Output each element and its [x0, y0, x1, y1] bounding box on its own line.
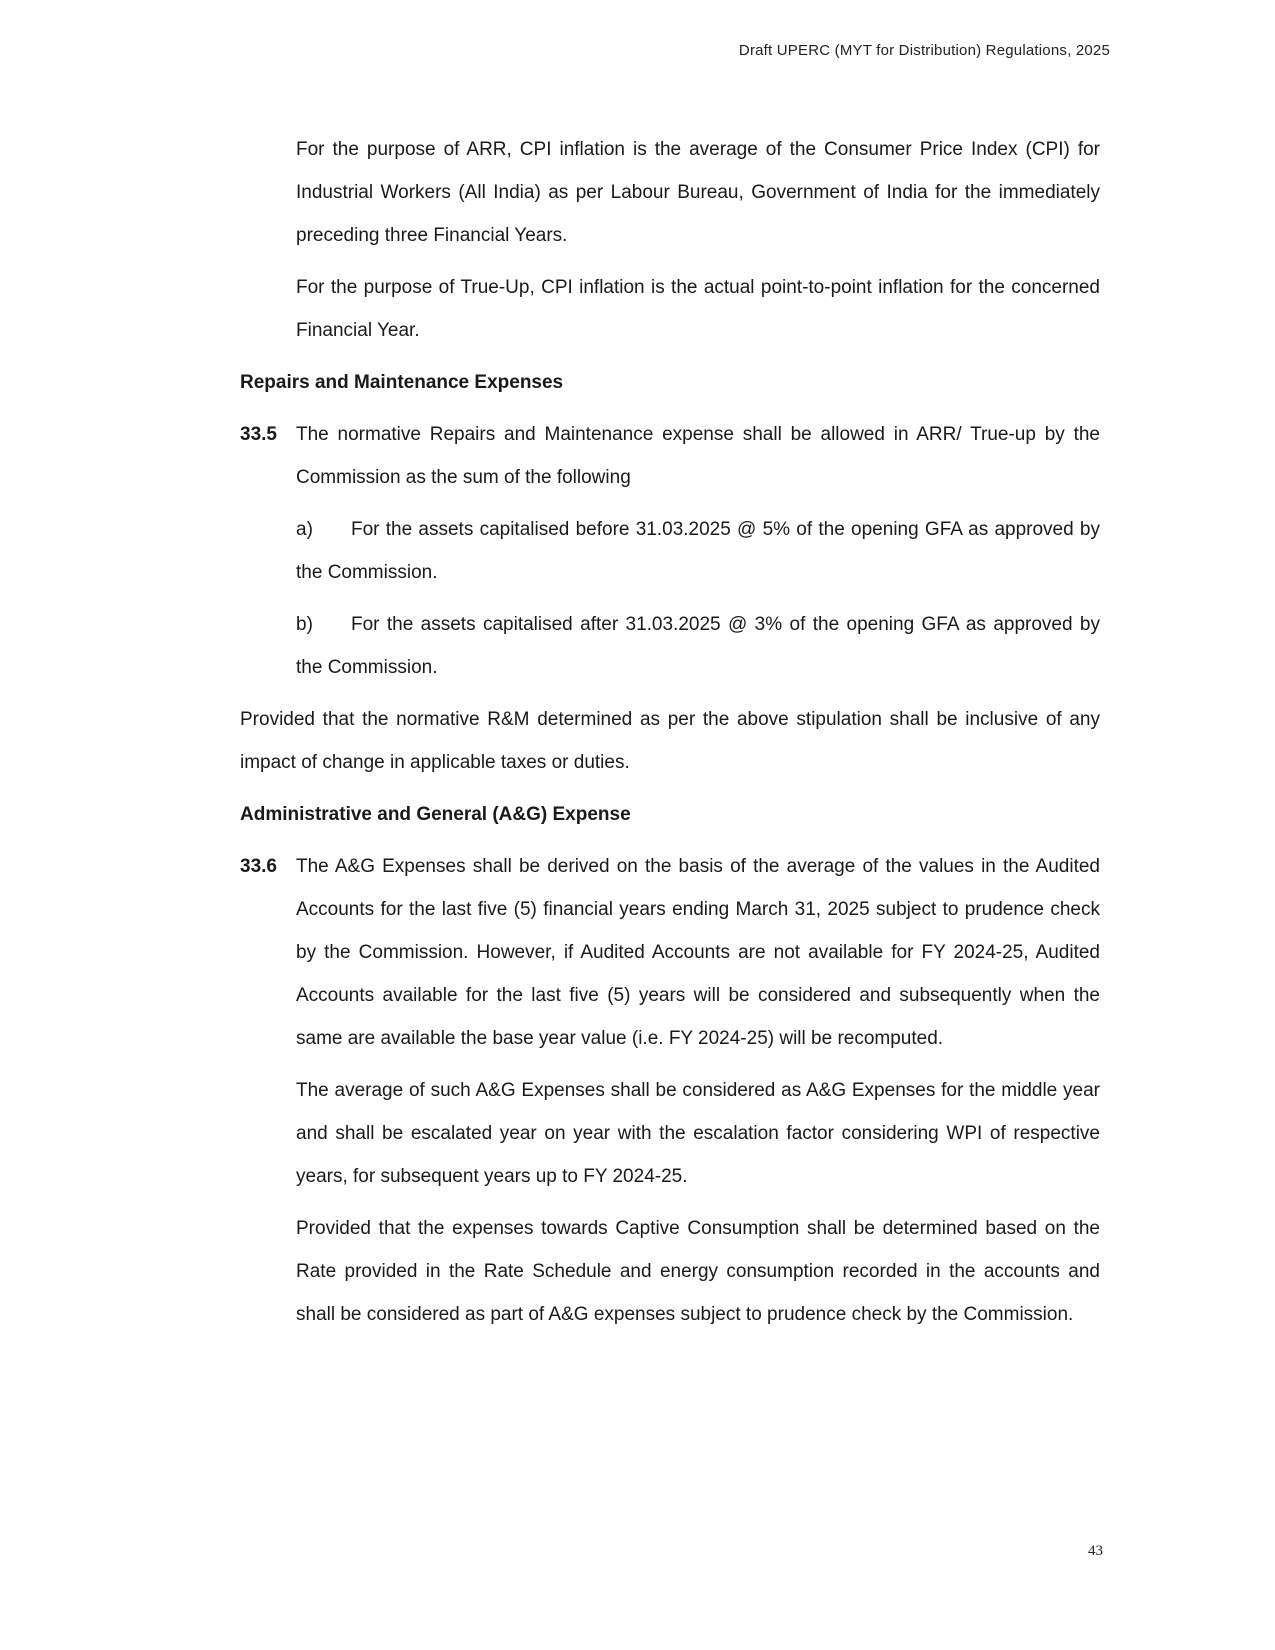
- clause-text: The normative Repairs and Maintenance expense shall be allowed in ARR/ True-up by the Commission as the sum of the following: [296, 424, 1100, 488]
- paragraph-cpi-arr: For the purpose of ARR, CPI inflation is the average of the Consumer Price Index (CPI) for Industrial Workers (All India) as per Labour Bureau, Government of India for the immediately preceding three Financial Years.: [296, 139, 1100, 246]
- paragraph-ag-average: The average of such A&G Expenses shall be considered as A&G Expenses for the middle year and shall be escalated year on year with the escalation factor considering WPI of respective years, for subsequent years up to FY 2024-25.: [296, 1080, 1100, 1187]
- clause-number: 33.6: [240, 856, 277, 877]
- list-item-a: [296, 508, 1100, 594]
- list-item-marker: a): [296, 519, 313, 540]
- paragraph-cpi-trueup: For the purpose of True-Up, CPI inflation is the actual point-to-point inflation for the concerned Financial Year.: [296, 277, 1100, 341]
- page-number: 43: [1088, 1543, 1103, 1559]
- document-body: [240, 128, 1100, 1345]
- paragraph-rm-proviso: Provided that the normative R&M determined as per the above stipulation shall be inclusive of any impact of change in applicable taxes or duties.: [240, 709, 1100, 773]
- list-item-text: For the assets capitalised after 31.03.2025 @ 3% of the opening GFA as approved by the Commission.: [296, 614, 1100, 678]
- heading-admin-general: Administrative and General (A&G) Expense: [240, 804, 631, 825]
- list-item-text: For the assets capitalised before 31.03.2025 @ 5% of the opening GFA as approved by the Commission.: [296, 519, 1100, 583]
- list-item-marker: b): [296, 614, 313, 635]
- clause-text: The A&G Expenses shall be derived on the basis of the average of the values in the Audited Accounts for the last five (5) financial years ending March 31, 2025 subject to prudence check by the Commission. However, if Audited Accounts are not available for FY 2024-25, Audited Accounts available for the last five (5) years will be considered and subsequently when the same are available the base year value (i.e. FY 2024-25) will be recomputed.: [296, 856, 1100, 1049]
- document-header: Draft UPERC (MYT for Distribution) Regulations, 2025: [738, 42, 1110, 59]
- heading-repairs-maintenance: Repairs and Maintenance Expenses: [240, 372, 564, 393]
- clause-33-5: [240, 413, 1100, 499]
- clause-33-6: [240, 845, 1100, 1060]
- paragraph-ag-captive: Provided that the expenses towards Captive Consumption shall be determined based on the Rate provided in the Rate Schedule and energy consumption recorded in the accounts and shall be considered as part of A&G expenses subject to prudence check by the Commission.: [296, 1218, 1100, 1325]
- list-item-b: [296, 603, 1100, 689]
- clause-number: 33.5: [240, 424, 277, 445]
